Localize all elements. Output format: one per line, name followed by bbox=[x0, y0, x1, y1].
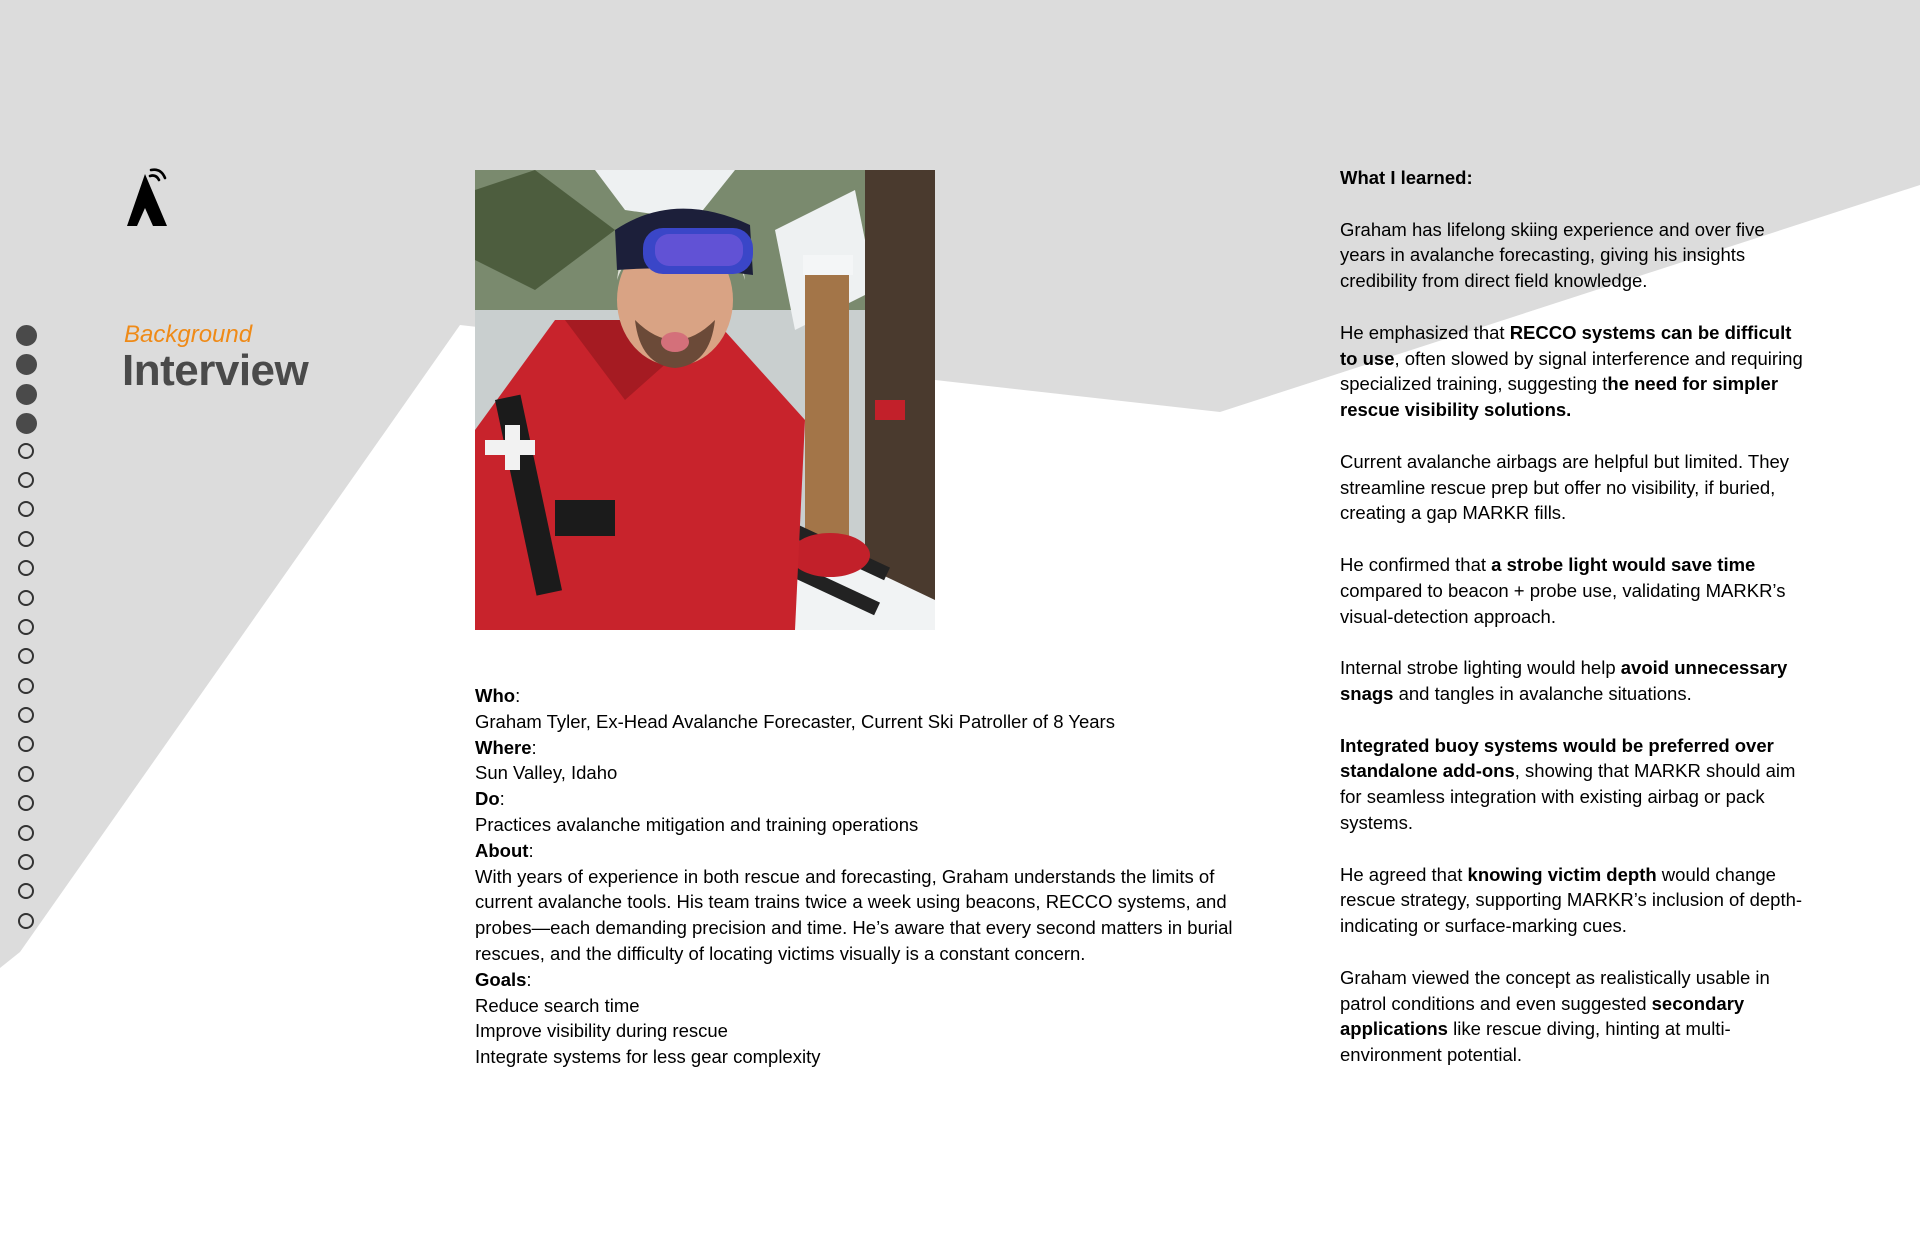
learning-paragraph: He agreed that knowing victim depth would change rescue strategy, supporting MARKR’s inclusion of depth-indicating or surface-marking cues. bbox=[1340, 863, 1803, 937]
do-label: Do bbox=[475, 788, 500, 810]
progress-dot-empty bbox=[18, 472, 34, 488]
where-label: Where bbox=[475, 736, 532, 758]
learning-paragraph: He emphasized that RECCO systems can be difficult to use, often slowed by signal interference and requiring specialized training, suggesting the need for simpler rescue visibility solutions. bbox=[1340, 321, 1803, 421]
progress-dot-empty bbox=[18, 883, 34, 899]
about-line: rescues, and the difficulty of locating victims visually is a constant concern. bbox=[475, 942, 1086, 964]
who-value: Graham Tyler, Ex-Head Avalanche Forecaster, Current Ski Patroller of 8 Years bbox=[475, 710, 1115, 732]
progress-dot-filled bbox=[16, 413, 37, 434]
progress-dot-empty bbox=[18, 678, 34, 694]
progress-dots bbox=[18, 325, 42, 942]
progress-dot-empty bbox=[18, 501, 34, 517]
progress-dot-empty bbox=[18, 531, 34, 547]
progress-dot-filled bbox=[16, 354, 37, 375]
learning-paragraph: He confirmed that a strobe light would save time compared to beacon + probe use, validating MARKR’s visual-detection approach. bbox=[1340, 553, 1786, 627]
progress-dot-empty bbox=[18, 619, 34, 635]
about-label: About bbox=[475, 839, 529, 861]
progress-dot-empty bbox=[18, 795, 34, 811]
progress-dot-empty bbox=[18, 443, 34, 459]
section-subtitle: Background bbox=[124, 321, 253, 348]
learnings-column bbox=[1340, 165, 1810, 1094]
progress-dot-empty bbox=[18, 736, 34, 752]
progress-dot-filled bbox=[16, 384, 37, 405]
goal-item: Improve visibility during rescue bbox=[475, 1020, 728, 1042]
who-label-line: Who: bbox=[475, 685, 521, 706]
about-label-line: About: bbox=[475, 839, 534, 861]
progress-dot-empty bbox=[18, 648, 34, 664]
learning-paragraph: Internal strobe lighting would help avoid unnecessary snags and tangles in avalanche situations. bbox=[1340, 657, 1788, 704]
interviewee-photo bbox=[475, 170, 935, 630]
do-label-line: Do: bbox=[475, 788, 505, 810]
who-label: Who bbox=[475, 685, 516, 706]
learning-paragraph: Current avalanche airbags are helpful but limited. They streamline rescue prep but offer no visibility, if buried, creating a gap MARKR fills. bbox=[1340, 450, 1790, 524]
do-value: Practices avalanche mitigation and training operations bbox=[475, 813, 919, 835]
goal-item: Reduce search time bbox=[475, 994, 640, 1016]
progress-dot-filled bbox=[16, 325, 37, 346]
interviewee-profile bbox=[475, 683, 1275, 1070]
progress-dot-empty bbox=[18, 590, 34, 606]
learning-paragraph: Graham has lifelong skiing experience and over five years in avalanche forecasting, giving his insights credibility from direct field knowledge. bbox=[1340, 218, 1765, 292]
where-value: Sun Valley, Idaho bbox=[475, 762, 618, 784]
goals-label: Goals bbox=[475, 968, 527, 990]
progress-dot-empty bbox=[18, 854, 34, 870]
learning-paragraph: Integrated buoy systems would be preferred over standalone add-ons, showing that MARKR should aim for seamless integration with existing airbag or pack systems. bbox=[1340, 734, 1796, 833]
goal-item: Integrate systems for less gear complexity bbox=[475, 1046, 821, 1068]
progress-dot-empty bbox=[18, 766, 34, 782]
progress-dot-empty bbox=[18, 560, 34, 576]
learning-paragraph: Graham viewed the concept as realistically usable in patrol conditions and even suggested secondary applications like rescue diving, hinting at multi-environment potential. bbox=[1340, 966, 1770, 1066]
progress-dot-empty bbox=[18, 913, 34, 929]
about-line: current avalanche tools. His team trains twice a week using beacons, RECCO systems, and bbox=[475, 891, 1227, 913]
markr-logo-icon bbox=[123, 168, 171, 232]
where-label-line: Where: bbox=[475, 736, 537, 758]
goals-label-line: Goals: bbox=[475, 968, 532, 990]
progress-dot-empty bbox=[18, 825, 34, 841]
about-line: probes—each demanding precision and time. He’s aware that every second matters in burial bbox=[475, 917, 1233, 939]
learnings-heading: What I learned: bbox=[1340, 167, 1473, 188]
progress-dot-empty bbox=[18, 707, 34, 723]
page-title: Interview bbox=[122, 346, 309, 395]
about-line: With years of experience in both rescue and forecasting, Graham understands the limits of bbox=[475, 865, 1215, 887]
